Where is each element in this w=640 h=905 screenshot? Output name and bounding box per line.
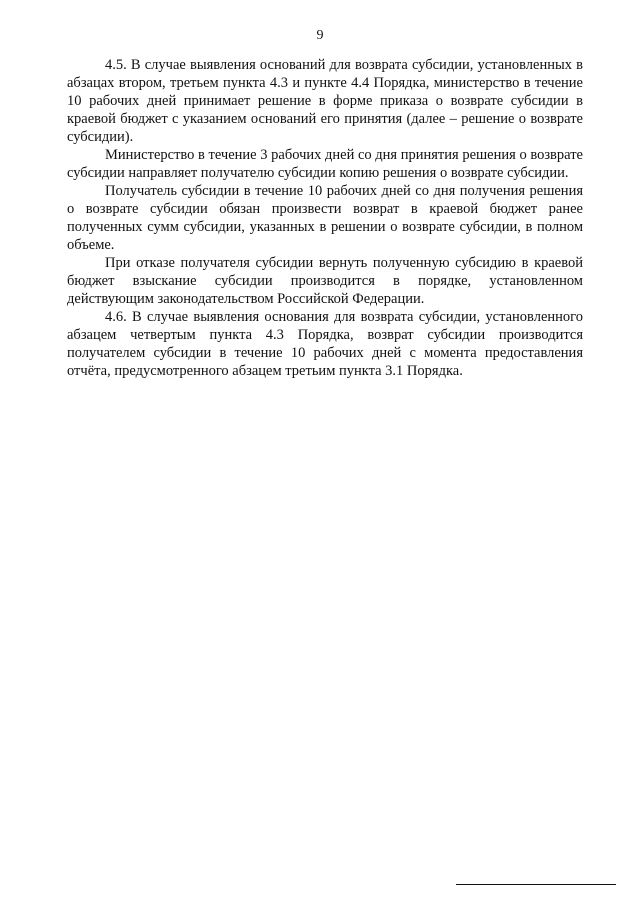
footer-divider (456, 884, 616, 885)
paragraph-ministry-copy: Министерство в течение 3 рабочих дней со дня принятия решения о возврате субсидии направляет получателю субсидии копию решения о возврате субсидии. (67, 147, 583, 181)
paragraph-refusal-recovery: При отказе получателя субсидии вернуть полученную субсидию в краевой бюджет взыскание субсидии производится в порядке, установленном действующим законодательством Российской Федерации. (67, 255, 583, 307)
document-body (67, 56, 583, 380)
paragraph-4-6: 4.6. В случае выявления основания для возврата субсидии, установленного абзацем четвертым пункта 4.3 Порядка, возврат субсидии производится получателем субсидии в течение 10 рабочих дней с момента предоставления отчёта, предусмотренного абзацем третьим пункта 3.1 Порядка. (67, 309, 583, 379)
page-number: 9 (316, 28, 324, 43)
paragraph-4-5: 4.5. В случае выявления оснований для возврата субсидии, установленных в абзацах втором, третьем пункта 4.3 и пункте 4.4 Порядка, министерство в течение 10 рабочих дней принимает решение в форме приказа о возврате субсидии в краевой бюджет с указанием оснований его принятия (далее – решение о возврате субсидии). (67, 57, 583, 145)
paragraph-recipient-return: Получатель субсидии в течение 10 рабочих дней со дня получения решения о возврате субсидии обязан произвести возврат в краевой бюджет ранее полученных сумм субсидии, указанных в решении о возврате субсидии, в полном объеме. (67, 183, 583, 253)
